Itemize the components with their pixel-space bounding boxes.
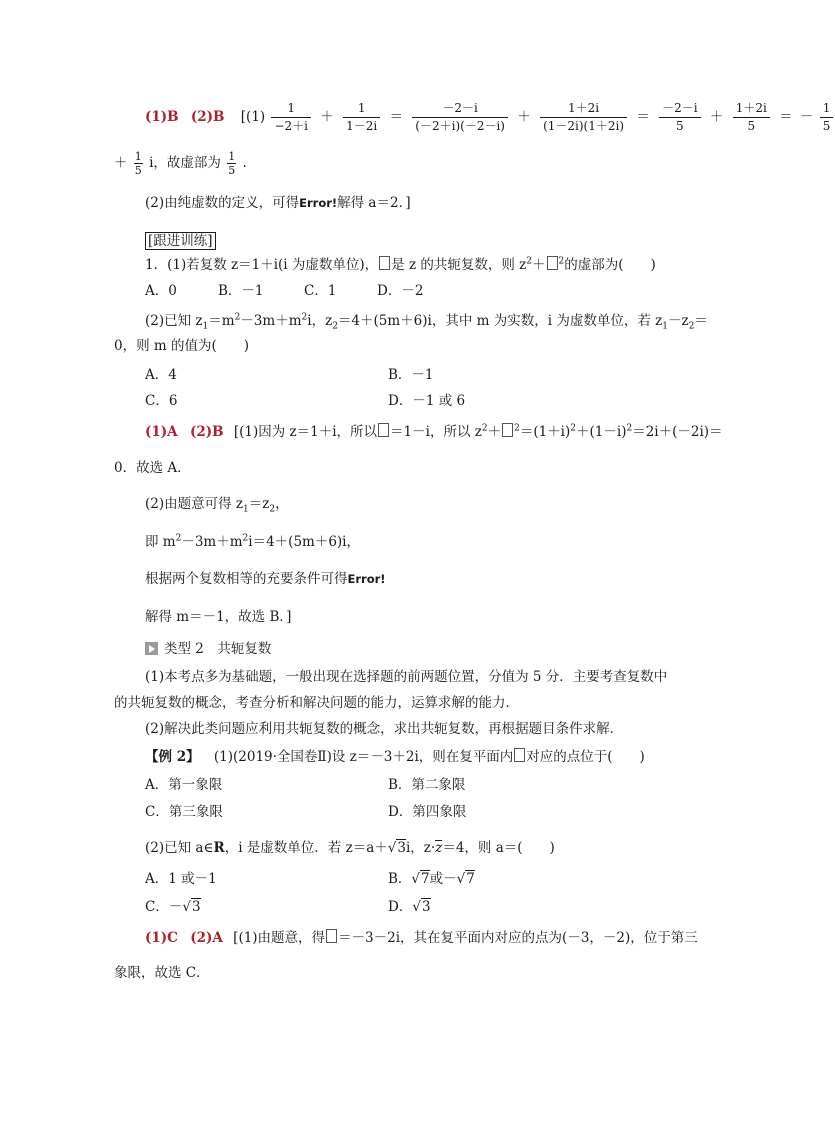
follow-q2: (2)已知 $z_1=m^2-3m+m^2i$，$z_2=4+(5m+6)i$，其中 m 为实数，i 为虚数单位，若 $z_1-z_2=$ (145, 312, 708, 332)
fraction: $\frac{1}{5}$ (820, 100, 834, 135)
missing-glyph-box (378, 423, 389, 437)
fraction: $\frac{-2-i}{(-2+i)(-2-i)}$ (412, 100, 508, 135)
follow-q1: 1．(1)若复数 z＝1＋i(i 为虚数单位)， 是 z 的共轭复数，则 $z^2+ ^2$的虚部为( ) (145, 256, 656, 273)
answer-mark: (1)C (145, 930, 178, 946)
answer-2-line-1: (1)A (2)B [(1)因为 z＝1＋i，所以 ＝1－i，所以 $z^2+ ^2=(1+i)^2+(1-i)^2=2i+(-2i)=$ (145, 423, 723, 440)
type2-para-1b: 的共轭复数的概念，考查分析和解决问题的能力，运算求解的能力． (114, 695, 519, 711)
answer-3-line-2: 象限，故选 C． (114, 965, 210, 981)
answer-text: [(1) (240, 109, 266, 125)
option-d[interactable]: D．第四象限 (388, 804, 467, 820)
error-marker: Error! (299, 196, 338, 210)
option-c[interactable]: C．第三象限 (145, 804, 223, 820)
option-a[interactable]: A．第一象限 (145, 777, 223, 793)
play-triangle-icon (145, 642, 158, 655)
option-b[interactable]: B．√7或－√7 (388, 871, 475, 887)
missing-glyph-box (326, 929, 337, 943)
sqrt: √3 (387, 840, 406, 856)
option-b[interactable]: B．－1 (218, 283, 264, 299)
option-b[interactable]: B．第二象限 (388, 777, 466, 793)
option-d[interactable]: D．√3 (388, 899, 431, 915)
example-label: 【例 2】 (145, 749, 200, 765)
type2-heading: 类型 2 共轭复数 (145, 640, 271, 658)
answer-3-line-1: (1)C (2)A [(1)由题意，得 ＝－3－2i，其在复平面内对应的点为(－3，－2)，位于第三 (145, 930, 698, 946)
option-c[interactable]: C．1 (304, 283, 337, 299)
error-marker: Error! (347, 572, 386, 586)
answer-2-line-4: 即 $m^2-3m+m^2i=4+(5m+6)i$， (145, 533, 361, 550)
missing-glyph-box (379, 256, 390, 270)
missing-glyph-box (502, 423, 513, 437)
option-c[interactable]: C．－√3 (145, 899, 201, 915)
fraction: $\frac{1}{-2+i}$ (271, 100, 311, 135)
follow-up-heading: [跟进训练] (145, 232, 216, 250)
fraction: $\frac{1}{1-2i}$ (343, 100, 380, 135)
answer-2-line-6: 解得 m＝－1，故选 B．] (145, 609, 292, 625)
answer-2-line-2: 0．故选 A． (114, 460, 191, 476)
type2-para-1a: (1)本考点多为基础题，一般出现在选择题的前两题位置，分值为 5 分．主要考查复数中 (145, 669, 668, 685)
option-b[interactable]: B．－1 (388, 367, 434, 383)
missing-glyph-box (547, 256, 558, 270)
option-a[interactable]: A．4 (145, 367, 177, 383)
answer-mark: (2)B (189, 424, 224, 440)
fraction: $\frac{1+2i}{(1-2i)(1+2i)}$ (540, 100, 627, 135)
missing-glyph-box (514, 748, 525, 762)
example-2-q1: 【例 2】 (1)(2019·全国卷Ⅱ)设 z＝－3＋2i，则在复平面内 对应的点位于( ) (145, 749, 645, 765)
answer-2-line-3: (2)由题意可得 $z_1=z_2$， (145, 496, 289, 515)
option-d[interactable]: D．－2 (377, 283, 424, 299)
answer-2-line-5: 根据两个复数相等的充要条件可得Error! (145, 571, 386, 587)
fraction: $\frac{1}{5}$ (228, 150, 236, 177)
example-2-q2: (2)已知 a∈R，i 是虚数单位．若 z＝a＋√3i，z·z＝4，则 a＝( ) (145, 840, 555, 856)
option-c[interactable]: C．6 (145, 393, 178, 409)
fraction: $\frac{1+2i}{5}$ (733, 100, 770, 135)
option-a[interactable]: A．0 (145, 283, 177, 299)
fraction: $\frac{-2-i}{5}$ (659, 100, 700, 135)
answer-mark: (1)B (145, 109, 179, 125)
follow-q2-cont: 0，则 m 的值为( ) (114, 338, 250, 354)
option-a[interactable]: A．1 或－1 (145, 871, 217, 887)
answer-1-line-2: ＋ $\frac{1}{5}$ i，故虚部为 $\frac{1}{5}$ . (114, 150, 247, 177)
answer-1-line-3: (2)由纯虚数的定义，可得Error!解得 a＝2．] (145, 195, 411, 211)
type2-para-2: (2)解决此类问题应利用共轭复数的概念，求出共轭复数，再根据题目条件求解． (145, 721, 624, 737)
option-d[interactable]: D．－1 或 6 (388, 393, 466, 409)
answer-mark: (2)B (190, 109, 225, 125)
answer-1-line-1: (1)B (2)B [(1) $\frac{1}{-2+i}$ ＋ $\frac{1}{1-2i}$ ＝ $\frac{-2-i}{(-2+i)(-2-i)}$ ＋ $\frac{1+2i}{(1-2i)(1+2i)}$ ＝ $\frac{-2-i}{5}$ ＋ $\frac{1+2i}{5}$ ＝ － $\frac{1}{5}$ (145, 100, 835, 135)
answer-mark: (2)A (190, 930, 223, 946)
answer-mark: (1)A (145, 424, 178, 440)
fraction: $\frac{1}{5}$ (134, 150, 142, 177)
